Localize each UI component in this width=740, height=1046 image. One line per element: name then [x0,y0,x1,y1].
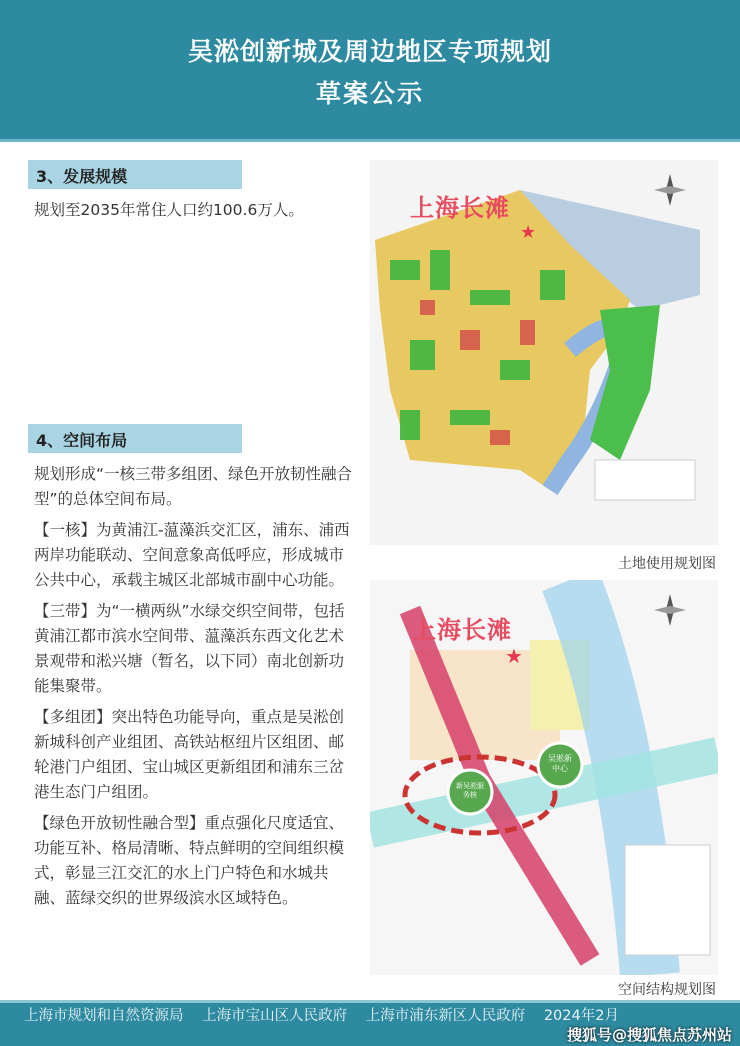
section3-text: 规划至2035年常住人口约100.6万人。 [34,201,304,219]
title-line2: 草案公示 [315,79,424,108]
paragraph: 规划形成“一核三带多组团、绿色开放韧性融合型”的总体空间布局。 [34,465,353,508]
paragraph: 【绿色开放韧性融合型】重点强化尺度适宜、功能互补、格局清晰、特点鲜明的空间组织模式，彰显三江交汇的水上门户特色和水城共融、蓝绿交织的世界级滨水区域特色。 [34,814,345,907]
paragraph: 【一核】为黄浦江-蕰藻浜交汇区，浦东、浦西两岸功能联动、空间意象高低呼应，形成城市公共中心，承载主城区北部城市副中心功能。 [34,521,350,589]
section4-heading: 4、空间布局 [28,424,242,453]
footer-org: 上海市浦东新区人民政府 [365,1008,526,1024]
star-icon: ★ [505,644,523,668]
section3-heading: 3、发展规模 [28,160,242,189]
land-use-map [370,160,718,545]
node-wusong-center: 吴淞新中心 [548,754,572,773]
paragraph: 【三带】为“一横两纵”水绿交织空间带，包括黄浦江都市滨水空间带、蕰藻浜东西文化艺术景观带和淞兴塘（暂名，以下同）南北创新功能集聚带。 [34,602,345,695]
map1-caption: 土地使用规划图 [618,556,716,572]
footer-org: 上海市宝山区人民政府 [202,1008,348,1024]
node-service-core: 新吴淞服务核 [456,782,484,799]
watermark: 搜狐号@搜狐焦点苏州站 [566,1026,732,1044]
footer-date: 2024年2月 [543,1008,619,1024]
spatial-structure-map [370,580,718,975]
paragraph: 【多组团】突出特色功能导向，重点是吴淞创新城科创产业组团、高铁站枢纽片区组团、邮轮港门户组团、宝山城区更新组团和浦东三岔港生态门户组团。 [34,708,345,801]
footer-org: 上海市规划和自然资源局 [24,1008,184,1024]
map2-label: 上海长滩 [412,616,512,644]
title-line1: 吴淞创新城及周边地区专项规划 [187,37,552,66]
map2-caption: 空间结构规划图 [618,982,716,998]
map1-label: 上海长滩 [410,194,510,222]
star-icon: ★ [520,222,537,243]
section4-body [34,462,358,917]
page-header [0,0,740,142]
